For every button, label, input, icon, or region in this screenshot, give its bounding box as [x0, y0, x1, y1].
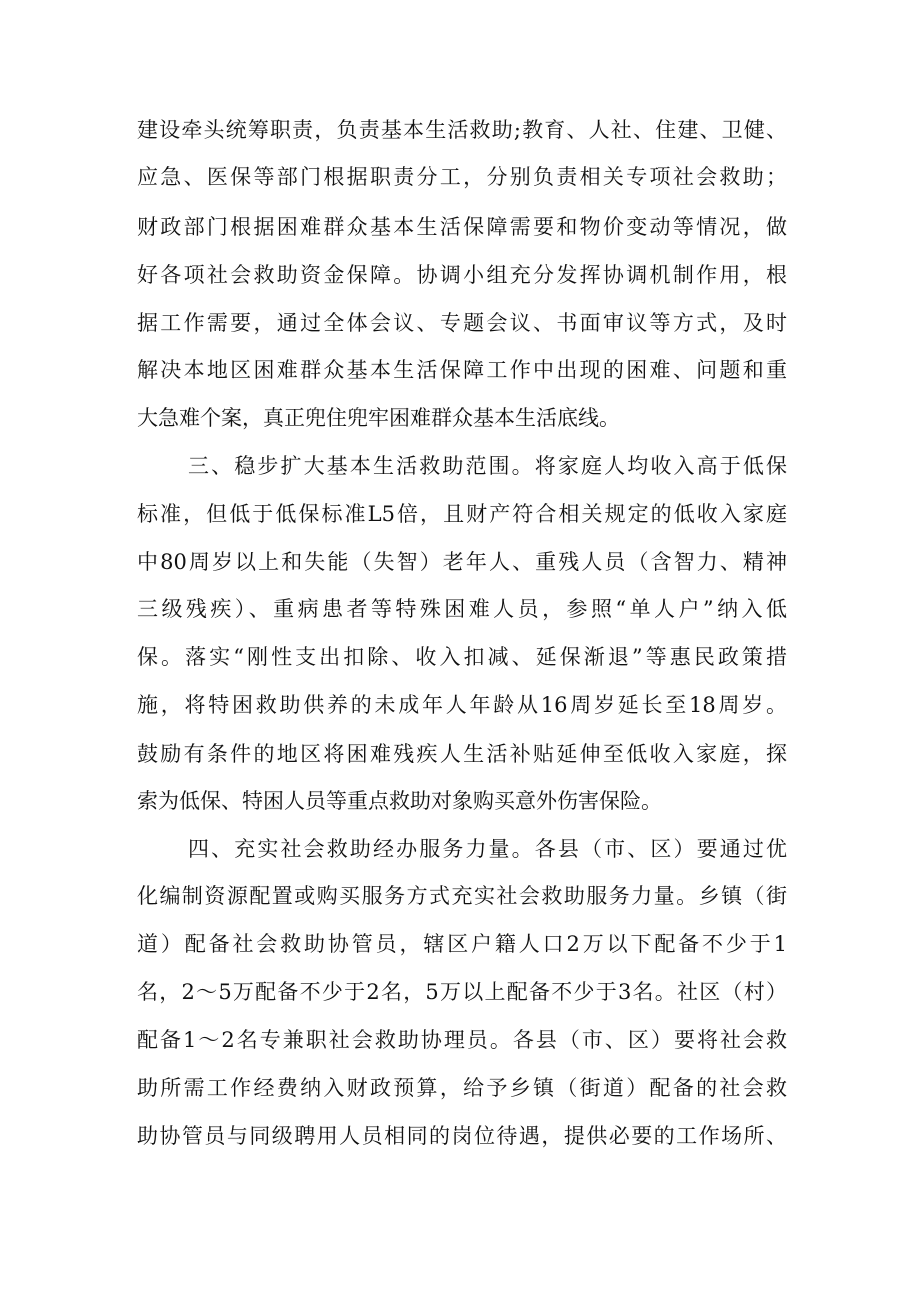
paragraph-heading-4: 四、充实社会救助经办服务力量。各县（市、区）要通过优	[188, 837, 787, 861]
text-line: 大急难个案，真正兜住兜牢困难群众基本生活底线。	[137, 406, 620, 430]
text-line: 建设牵头统筹职责，负责基本生活救助;教育、人社、住建、卫健、	[137, 118, 787, 142]
text-line: 索为低保、特困人员等重点救助对象购买意外伤害保险。	[137, 789, 662, 813]
text-line: 保。落实“刚性支出扣除、收入扣减、延保渐退”等惠民政策措	[137, 645, 787, 669]
text-line: 名，2～5万配备不少于2名，5万以上配备不少于3名。社区（村）	[137, 980, 787, 1004]
text-line: 中80周岁以上和失能（失智）老年人、重残人员（含智力、精神	[137, 550, 787, 574]
text-line: 三级残疾）、重病患者等特殊困难人员，参照“单人户”纳入低	[137, 597, 787, 621]
text-line: 财政部门根据困难群众基本生活保障需要和物价变动等情况，做	[137, 215, 787, 239]
text-line: 助协管员与同级聘用人员相同的岗位待遇，提供必要的工作场所、	[137, 1124, 787, 1148]
text-line: 化编制资源配置或购买服务方式充实社会救助服务力量。乡镇（街	[137, 884, 787, 908]
text-line: 应急、医保等部门根据职责分工，分别负责相关专项社会救助；	[137, 165, 787, 189]
text-line: 施，将特困救助供养的未成年人年龄从16周岁延长至18周岁。	[137, 693, 787, 717]
text-line: 据工作需要，通过全体会议、专题会议、书面审议等方式，及时	[137, 311, 787, 335]
text-line: 配备1～2名专兼职社会救助协理员。各县（市、区）要将社会救	[137, 1028, 787, 1052]
paragraph-heading-3: 三、稳步扩大基本生活救助范围。将家庭人均收入高于低保	[188, 454, 787, 478]
text-line: 标准，但低于低保标准L5倍，且财产符合相关规定的低收入家庭	[137, 502, 787, 526]
text-line: 好各项社会救助资金保障。协调小组充分发挥协调机制作用，根	[137, 263, 787, 287]
text-line: 助所需工作经费纳入财政预算，给予乡镇（街道）配备的社会救	[137, 1076, 787, 1100]
text-line: 鼓励有条件的地区将困难残疾人生活补贴延伸至低收入家庭，探	[137, 742, 787, 766]
text-line: 解决本地区困难群众基本生活保障工作中出现的困难、问题和重	[137, 358, 787, 382]
text-line: 道）配备社会救助协管员，辖区户籍人口2万以下配备不少于1	[137, 932, 787, 956]
